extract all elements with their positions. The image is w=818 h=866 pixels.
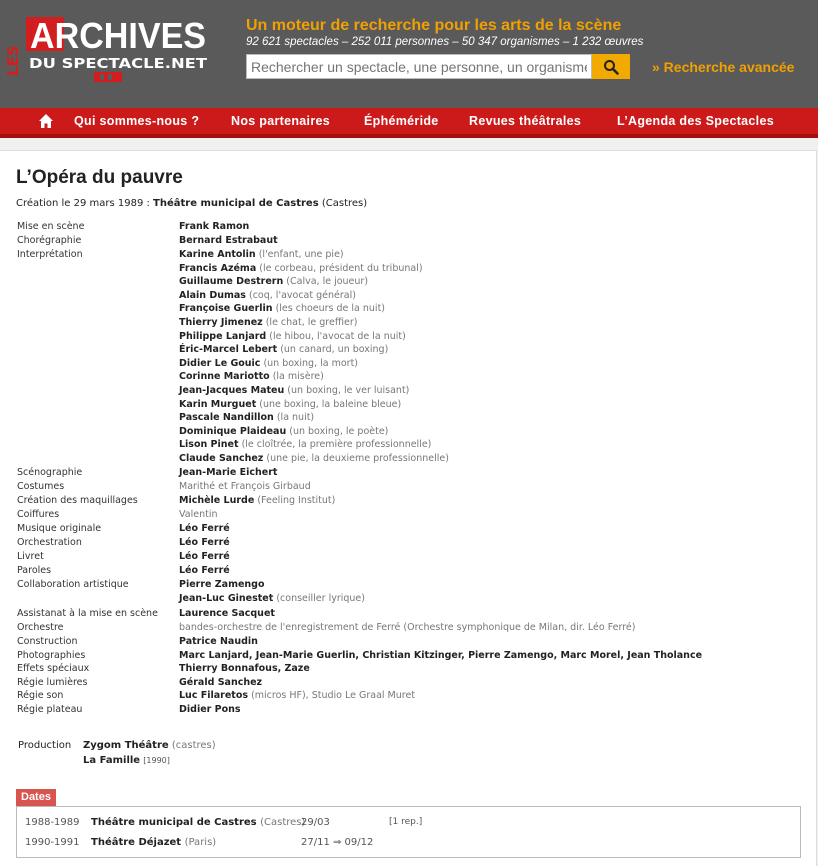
credit-entry <box>179 690 415 701</box>
search-button[interactable] <box>592 54 630 79</box>
nav-revues[interactable]: Revues théâtrales <box>469 114 582 128</box>
credit-plain: Marithé et François Girbaud <box>179 481 311 492</box>
person-link[interactable]: Laurence Sacquet <box>179 607 275 619</box>
person-role: (le cloîtrée, la première professionnelle) <box>241 439 432 451</box>
date-season: 1990-1991 <box>25 837 80 848</box>
advanced-search-link[interactable]: » Recherche avancée <box>652 59 795 75</box>
person-role: (le hibou, l'avocat de la nuit) <box>269 330 406 342</box>
site-tagline: Un moteur de recherche pour les arts de la scène <box>246 17 622 34</box>
credit-entry <box>179 467 277 478</box>
person-link[interactable]: Léo Ferré <box>179 537 230 548</box>
nav-ephemeride[interactable]: Éphéméride <box>364 114 439 128</box>
person-link[interactable]: Thierry Bonnafous, Zaze <box>179 663 310 675</box>
site-header <box>0 0 818 108</box>
production-extra: (castres) <box>171 740 216 751</box>
credit-entry <box>179 495 335 506</box>
person-role: (un boxing, le ver luisant) <box>287 385 410 396</box>
credit-entry <box>179 481 311 492</box>
person-link[interactable]: Jean-Luc Ginestet <box>179 592 274 604</box>
credit-entry <box>179 523 230 534</box>
credit-label: Construction <box>17 635 78 647</box>
credit-label: Effets spéciaux <box>17 663 90 675</box>
person-link[interactable]: Didier Le Gouic <box>179 357 261 369</box>
person-link[interactable]: Lison Pinet <box>179 439 239 451</box>
date-venue-link[interactable]: Théâtre Déjazet <box>91 837 182 848</box>
nav-agenda[interactable]: L’Agenda des Spectacles <box>617 114 774 128</box>
person-role: (une boxing, la baleine bleue) <box>259 398 402 410</box>
date-row <box>17 837 800 855</box>
production-label: Production <box>18 740 72 751</box>
date-season: 1988-1989 <box>25 817 80 828</box>
credit-entry <box>179 263 423 274</box>
creation-venue-link[interactable]: Théâtre municipal de Castres <box>153 198 319 209</box>
credit-entry <box>179 290 356 301</box>
main-nav <box>0 108 818 138</box>
credit-entry <box>179 650 702 661</box>
credit-entry <box>179 636 258 647</box>
person-role: (une pie, la deuxieme professionnelle) <box>266 453 449 464</box>
date-venue <box>91 837 216 848</box>
logo-subtitle: DU SPECTACLE.NET <box>29 57 208 72</box>
credit-entry <box>179 235 278 246</box>
person-link[interactable]: Marc Lanjard, Jean-Marie Guerlin, Christian Kitzinger, Pierre Zamengo, Marc Morel, Jean Tholance <box>179 649 703 661</box>
person-role: (le chat, le greffier) <box>265 317 358 328</box>
credit-label: Mise en scène <box>17 221 85 232</box>
credit-entry <box>179 317 357 328</box>
person-link[interactable]: Alain Dumas <box>179 289 246 301</box>
logo-graphic <box>4 14 212 84</box>
credit-label: Régie lumières <box>17 676 88 688</box>
production-name-link[interactable]: La Famille <box>83 755 141 766</box>
person-link[interactable]: Luc Filaretos <box>179 690 249 702</box>
credit-entry <box>179 344 388 355</box>
credit-entry <box>179 331 406 342</box>
person-link[interactable]: Léo Ferré <box>179 523 230 534</box>
credit-entry <box>179 593 365 604</box>
credit-entry <box>179 608 275 619</box>
site-logo[interactable] <box>4 14 212 84</box>
person-link[interactable]: Michèle Lurde <box>179 495 255 506</box>
date-row <box>17 817 800 835</box>
credit-entry <box>179 249 344 260</box>
person-link[interactable]: Francis Azéma <box>179 262 257 274</box>
person-link[interactable]: Jean-Marie Eichert <box>179 467 278 478</box>
person-link[interactable]: Frank Ramon <box>179 221 250 232</box>
credit-entry <box>179 663 310 674</box>
site-stats: 92 621 spectacles – 252 011 personnes – 50 347 organismes – 1 232 œuvres <box>246 36 644 48</box>
date-city: (Paris) <box>184 837 217 848</box>
credit-label: Collaboration artistique <box>17 579 129 590</box>
credit-label: Scénographie <box>17 467 83 478</box>
person-link[interactable]: Pierre Zamengo <box>179 579 265 590</box>
person-link[interactable]: Philippe Lanjard <box>179 330 267 342</box>
main-content <box>0 150 817 866</box>
credit-label: Paroles <box>17 565 52 576</box>
logo-les: LES <box>4 45 22 76</box>
credit-entry <box>179 439 431 450</box>
person-link[interactable]: Léo Ferré <box>179 565 230 576</box>
credit-plain: bandes-orchestre de l'enregistrement de Ferré (Orchestre symphonique de Milan, dir. Léo Ferré) <box>179 621 636 633</box>
credit-entry <box>179 453 449 464</box>
creation-line <box>16 198 367 209</box>
credit-label: Interprétation <box>17 249 83 260</box>
production-year: [1990] <box>143 756 170 765</box>
person-role: (la misère) <box>272 371 324 383</box>
person-link[interactable]: Jean-Jacques Mateu <box>179 385 285 396</box>
credit-label: Assistanat à la mise en scène <box>17 607 158 619</box>
credit-entry <box>179 622 635 633</box>
home-icon[interactable] <box>38 113 54 129</box>
creation-city: (Castres) <box>321 198 368 209</box>
credit-label: Livret <box>17 551 44 562</box>
credit-entry <box>179 565 230 576</box>
credit-entry <box>179 303 385 314</box>
credit-entry <box>179 371 324 382</box>
credit-label: Musique originale <box>17 523 102 534</box>
credit-label: Coiffures <box>17 509 60 520</box>
person-link[interactable]: Dominique Plaideau <box>179 425 287 437</box>
person-link[interactable]: Patrice Naudin <box>179 635 258 647</box>
credit-label: Régie son <box>17 690 64 702</box>
person-link[interactable]: Karine Antolin <box>179 249 256 260</box>
credit-entry <box>179 221 249 232</box>
search-icon <box>603 59 619 75</box>
person-link[interactable]: Corinne Mariotto <box>179 371 270 383</box>
credit-label: Costumes <box>17 481 65 492</box>
page-title: L’Opéra du pauvre <box>16 167 183 188</box>
nav-partners[interactable]: Nos partenaires <box>231 114 330 128</box>
person-link[interactable]: Claude Sanchez <box>179 453 264 464</box>
production-name-link[interactable]: Zygom Théâtre <box>83 740 169 751</box>
person-link[interactable]: Françoise Guerlin <box>179 303 273 315</box>
logo-archives: ARCHIVES <box>30 15 206 56</box>
credit-entry <box>179 509 217 520</box>
date-days: 29/03 <box>301 817 330 828</box>
date-reps: [1 rep.] <box>389 817 423 827</box>
credit-plain: Valentin <box>179 509 218 520</box>
credit-label: Régie plateau <box>17 704 83 715</box>
production-entry <box>83 740 216 751</box>
credit-entry <box>179 677 262 688</box>
person-link[interactable]: Éric-Marcel Lebert <box>179 344 278 356</box>
person-link[interactable]: Karin Murguet <box>179 398 257 410</box>
credit-entry <box>179 537 230 548</box>
credit-entry <box>179 399 401 410</box>
creation-prefix: Création le 29 mars 1989 : <box>16 198 154 209</box>
credit-entry <box>179 551 230 562</box>
person-link[interactable]: Guillaume Destrern <box>179 276 284 288</box>
credit-label: Création des maquillages <box>17 495 138 506</box>
date-city: (Castres) <box>260 817 306 828</box>
person-link[interactable]: Pascale Nandillon <box>179 412 274 424</box>
credit-entry <box>179 385 409 396</box>
person-role: (l'enfant, une pie) <box>258 249 344 260</box>
credit-entry <box>179 276 368 287</box>
credit-label: Orchestration <box>17 537 82 548</box>
person-role: (un boxing, le poète) <box>289 425 389 437</box>
credit-label: Chorégraphie <box>17 235 82 246</box>
date-venue-link[interactable]: Théâtre municipal de Castres <box>91 817 257 828</box>
person-role: (la nuit) <box>276 412 315 424</box>
person-link[interactable]: Gérald Sanchez <box>179 676 263 688</box>
credit-label: Orchestre <box>17 621 64 633</box>
nav-about[interactable]: Qui sommes-nous ? <box>74 114 200 128</box>
search-input[interactable] <box>246 54 592 79</box>
person-role: (Calva, le joueur) <box>286 276 369 288</box>
dates-tab: Dates <box>16 789 56 806</box>
credit-entry <box>179 426 388 437</box>
person-link[interactable]: Didier Pons <box>179 704 241 715</box>
person-role: (coq, l'avocat général) <box>249 289 356 301</box>
credit-entry <box>179 704 241 715</box>
date-venue <box>91 817 305 828</box>
credit-entry <box>179 412 314 423</box>
production-entry <box>83 755 170 766</box>
person-role: (conseiller lyrique) <box>276 592 365 604</box>
person-role: (Feeling Institut) <box>257 495 336 506</box>
person-link[interactable]: Thierry Jimenez <box>179 317 263 328</box>
person-role: (le corbeau, président du tribunal) <box>259 262 423 274</box>
person-link[interactable]: Léo Ferré <box>179 551 230 562</box>
person-role: (un boxing, la mort) <box>263 357 359 369</box>
dates-table <box>16 806 801 858</box>
person-link[interactable]: Bernard Estrabaut <box>179 235 278 246</box>
credit-entry <box>179 358 358 369</box>
credit-label: Photographies <box>17 649 86 661</box>
person-role: (un canard, un boxing) <box>280 344 389 356</box>
person-role: (les choeurs de la nuit) <box>275 303 386 315</box>
person-role: (micros HF), Studio Le Graal Muret <box>251 690 416 702</box>
credit-entry <box>179 579 265 590</box>
date-days: 27/11 ⇒ 09/12 <box>301 837 374 848</box>
